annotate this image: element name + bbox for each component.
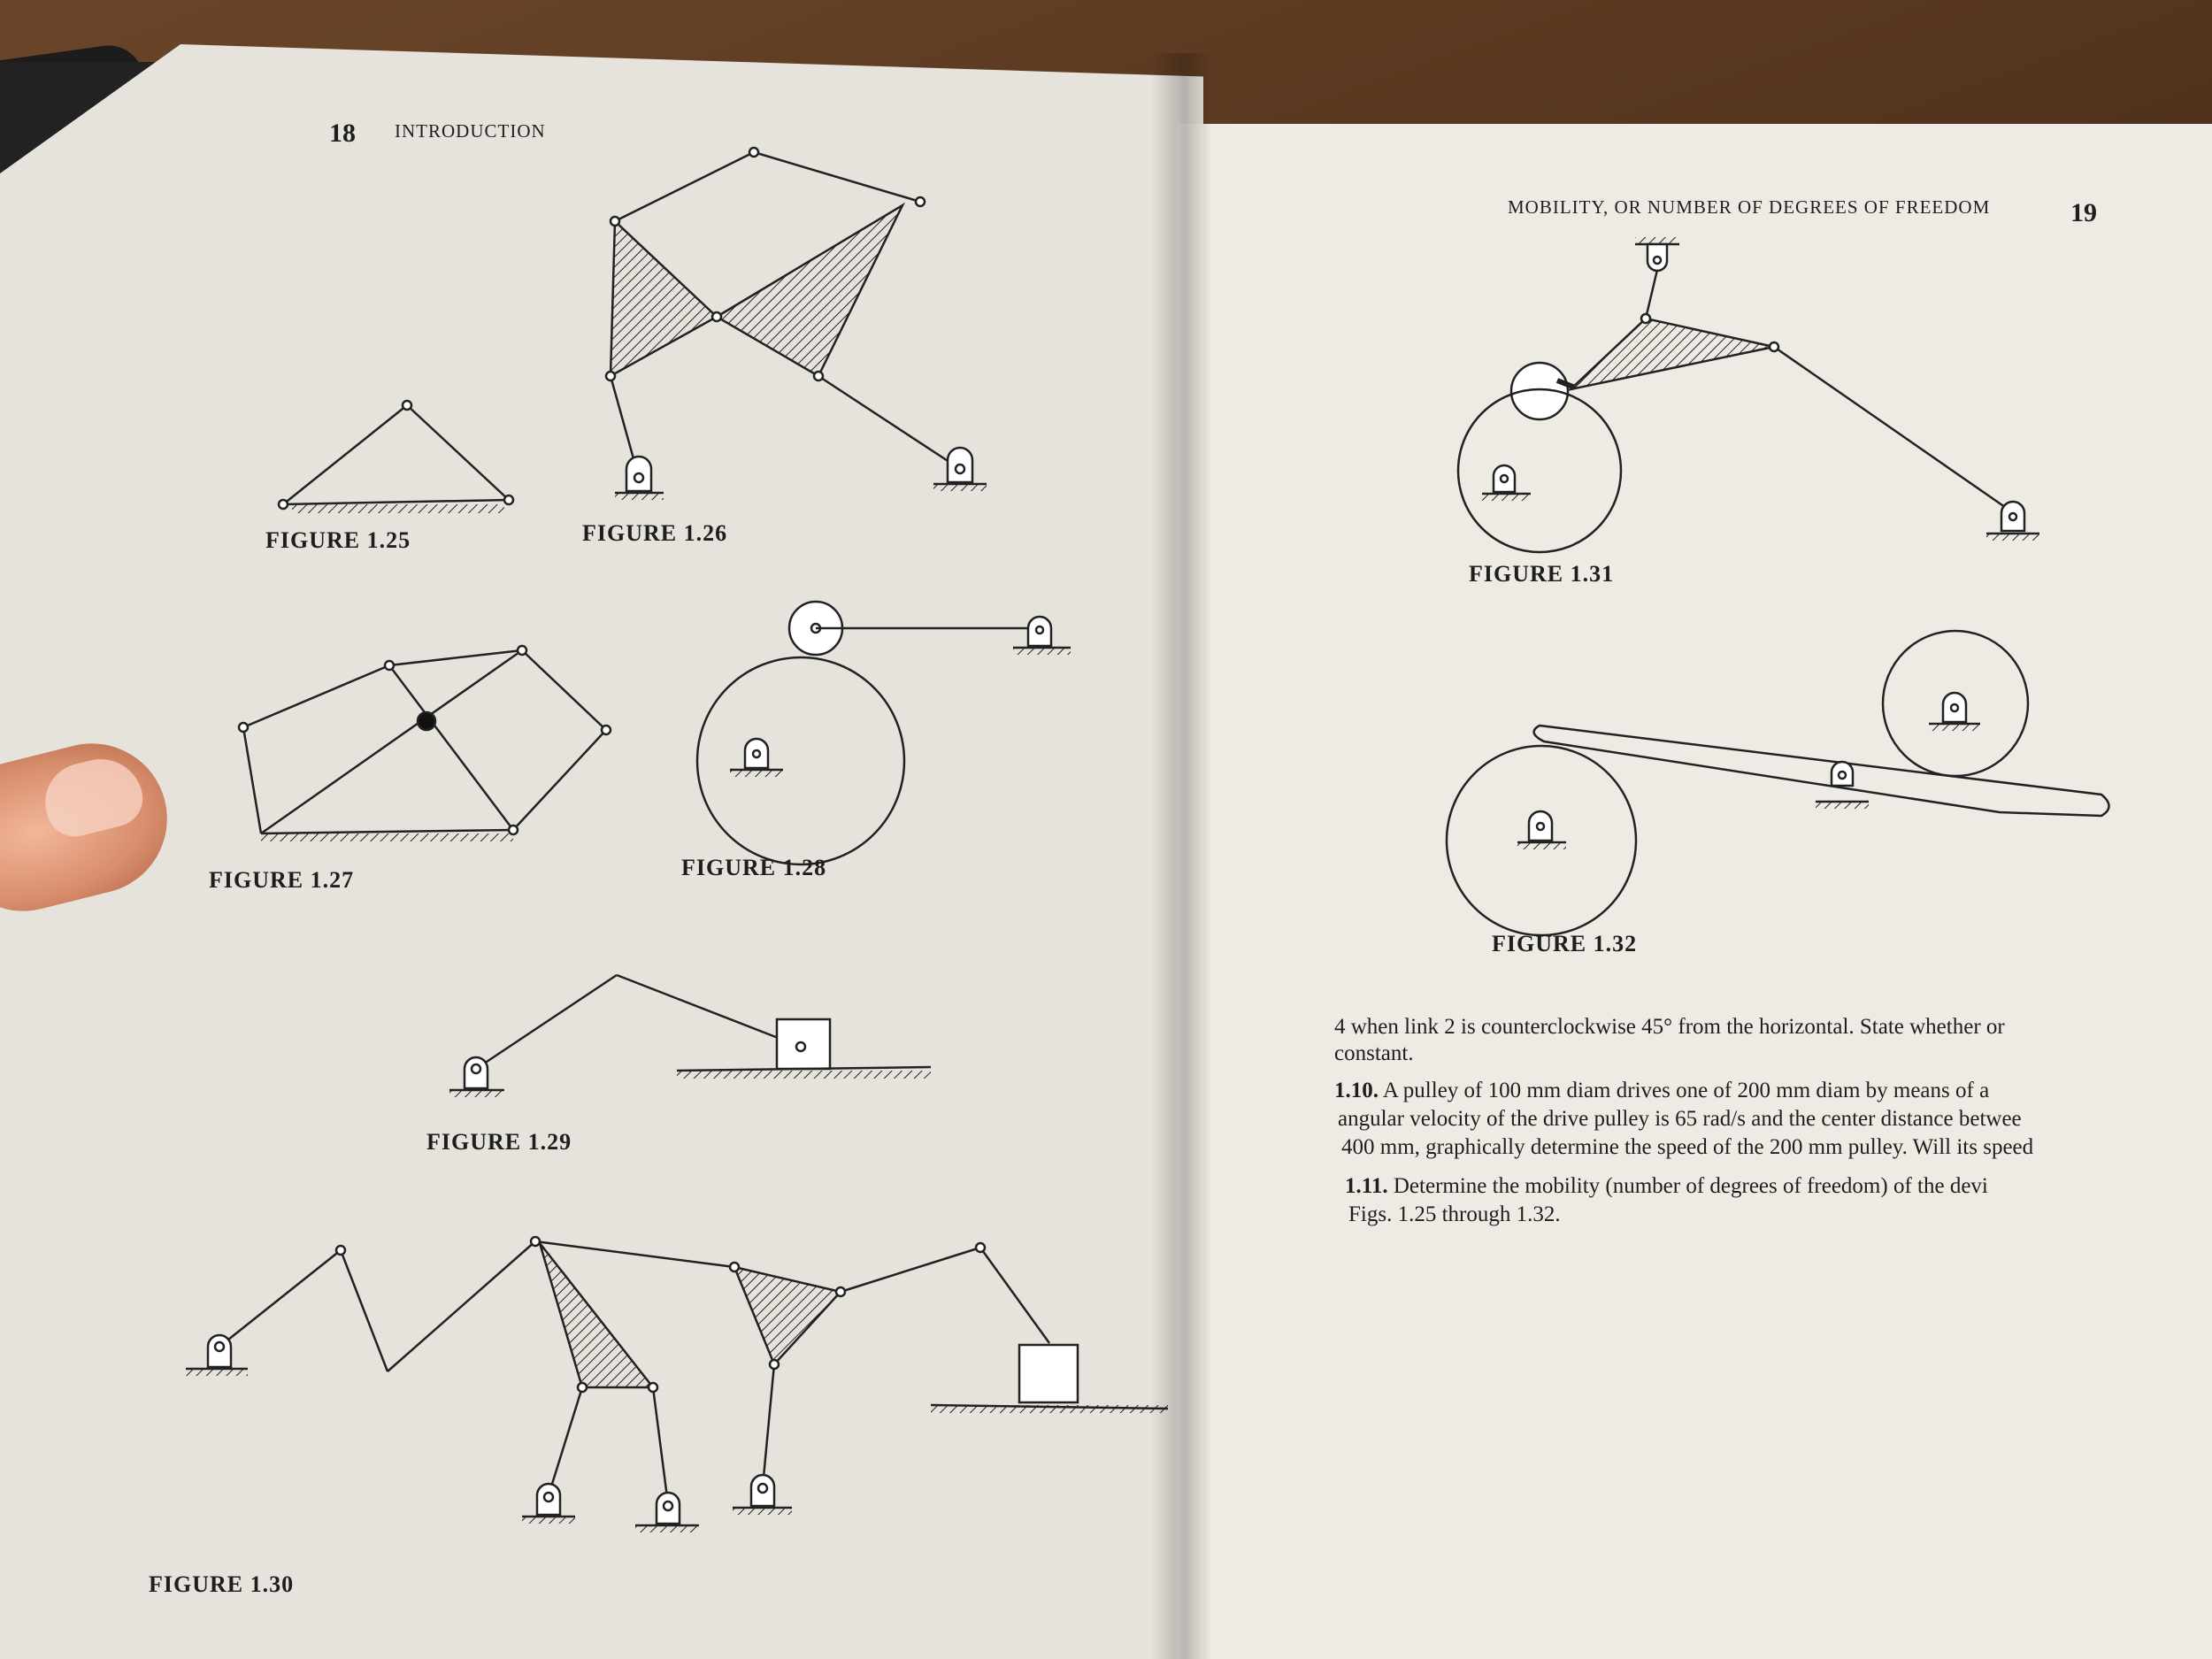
figure-1-28-caption: FIGURE 1.28 — [681, 855, 827, 880]
figure-1-26-caption: FIGURE 1.26 — [582, 520, 728, 546]
left-page-number: 18 — [329, 119, 356, 148]
figure-1-27-drawing — [239, 646, 611, 841]
figure-1-30-drawing — [186, 1237, 1168, 1532]
body-line-1: 4 when link 2 is counterclockwise 45° from the horizontal. State whether or — [1334, 1015, 2005, 1039]
figure-1-27-caption: FIGURE 1.27 — [209, 867, 355, 893]
figure-1-32-drawing — [1447, 631, 2109, 935]
problem-1-10-number: 1.10. — [1334, 1079, 1379, 1102]
right-page-number: 19 — [2070, 198, 2097, 227]
figure-1-29-caption: FIGURE 1.29 — [426, 1129, 572, 1155]
problem-1-10-line-2: angular velocity of the drive pulley is 65 rad/s and the center distance betwee — [1338, 1107, 2022, 1131]
problem-1-11-line-2: Figs. 1.25 through 1.32. — [1348, 1202, 1561, 1226]
figure-1-31-caption: FIGURE 1.31 — [1469, 561, 1615, 587]
figure-1-29-drawing — [449, 975, 931, 1097]
figure-1-28-drawing — [697, 602, 1071, 864]
figure-1-31-drawing — [1458, 237, 2039, 552]
figure-1-25-caption: FIGURE 1.25 — [265, 527, 411, 553]
figure-1-32-caption: FIGURE 1.32 — [1492, 931, 1638, 956]
figure-1-26-drawing — [606, 148, 987, 500]
problem-1-10-text-a: A pulley of 100 mm diam drives one of 200 mm diam by means of a — [1382, 1079, 1990, 1102]
left-running-head: INTRODUCTION — [395, 120, 546, 142]
problem-1-11-text-a: Determine the mobility (number of degrees of freedom) of the devi — [1393, 1174, 1988, 1198]
body-line-2: constant. — [1334, 1041, 1414, 1065]
right-running-head: MOBILITY, OR NUMBER OF DEGREES OF FREEDOM — [1508, 196, 1991, 218]
figure-1-30-caption: FIGURE 1.30 — [149, 1571, 295, 1597]
problem-1-11-number: 1.11. — [1345, 1174, 1388, 1198]
figure-1-25-drawing — [279, 401, 513, 513]
problem-1-10-line-3: 400 mm, graphically determine the speed of the 200 mm pulley. Will its speed — [1341, 1135, 2034, 1159]
